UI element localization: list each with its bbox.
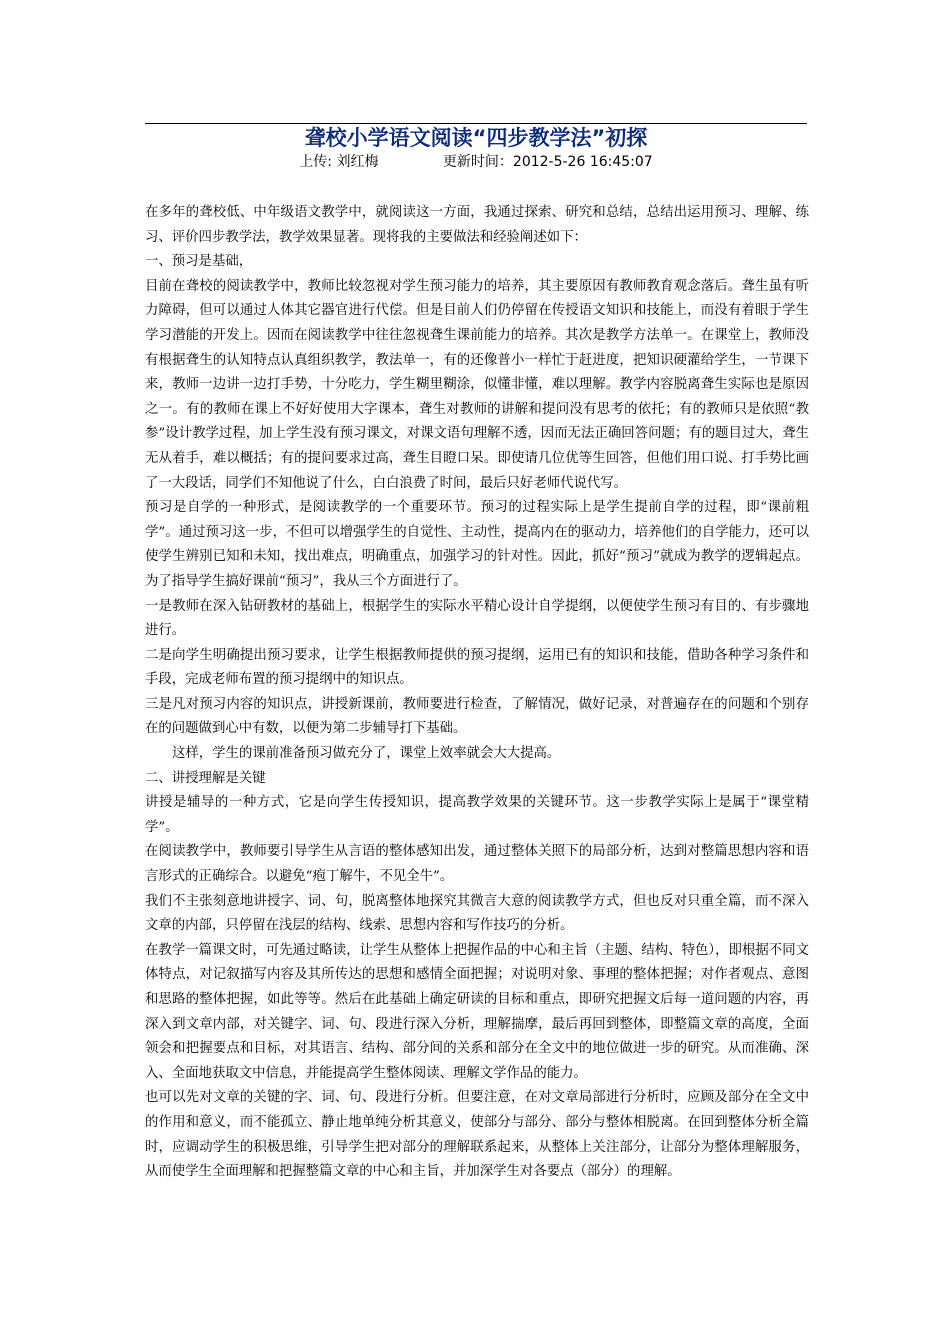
paragraph: 讲授是辅导的一种方式，它是向学生传授知识，提高教学效果的关键环节。这一步教学实际上是属于“课堂精学”。: [145, 795, 809, 835]
section-heading-1: 一、预习是基础，: [145, 254, 253, 270]
paragraph: 在教学一篇课文时，可先通过略读，让学生从整体上把握作品的中心和主旨（主题、结构、特色），即根据不同文体特点，对记叙描写内容及其所传达的思想和感情全面把握；对说明对象、事理的整体把握；对作者观点、意图和思路的整体把握，如此等等。然后在此基础上确定研读的目标和重点，即研究把握文后每一道问题的内容，再深入到文章内部，对关键字、词、句、段进行深入分析，理解揣摩，最后再回到整体，即整篇文章的高度，全面领会和把握要点和目标，对其语言、结构、部分间的关系和部分在全文中的地位做进一步的研究。从而准确、深入、全面地获取文中信息，并能提高学生整体阅读、理解文学作品的能力。: [145, 942, 809, 1081]
update-time: 更新时间：2012-5-26 16:45:07: [442, 154, 653, 170]
section-heading-2: 二、讲授理解是关键: [145, 770, 266, 786]
article-meta: [145, 152, 807, 172]
paragraph: 二是向学生明确提出预习要求，让学生根据教师提供的预习提纲，运用已有的知识和技能，借助各种学习条件和手段，完成老师布置的预习提纲中的知识点。: [145, 647, 809, 688]
paragraph: 预习是自学的一种形式，是阅读教学的一个重要环节。预习的过程实际上是学生提前自学的过程，即“课前粗学”。通过预习这一步，不但可以增强学生的自觉性、主动性，提高内在的驱动力，培养他们的自学能力，还可以使学生辨别已知和未知，找出难点，明确重点，加强学习的针对性。因此，抓好“预习”就成为教学的逻辑起点。为了指导学生搞好课前“预习”，我从三个方面进行了。: [145, 500, 809, 589]
article-body: [145, 201, 809, 1185]
paragraph: 也可以先对文章的关键的字、词、句、段进行分析。但要注意，在对文章局部进行分析时，应顾及部分在全文中的作用和意义，而不能孤立、静止地单纯分析其意义，使部分与部分、部分与整体相脱离。在回到整体分析全篇时，应调动学生的积极思维，引导学生把对部分的理解联系起来，从整体上关注部分，让部分为整体理解服务，从而使学生全面理解和把握整篇文章的中心和主旨，并加深学生对各要点（部分）的理解。: [145, 1090, 809, 1180]
paragraph: 三是凡对预习内容的知识点，讲授新课前，教师要进行检查，了解情况，做好记录，对普遍存在的问题和个别存在的问题做到心中有数，以便为第二步辅导打下基础。: [145, 696, 809, 737]
uploader-label: 上传: 刘红梅: [299, 154, 379, 170]
article-title: 聋校小学语文阅读“四步教学法”初探: [304, 126, 648, 150]
paragraph-intro: 在多年的聋校低、中年级语文教学中，就阅读这一方面，我通过探索、研究和总结，总结出运用预习、理解、练习、评价四步教学法，教学效果显著。现将我的主要做法和经验阐述如下：: [145, 205, 809, 245]
paragraph: 我们不主张刻意地讲授字、词、句，脱离整体地探究其微言大意的阅读教学方式，但也反对只重全篇，而不深入文章的内部，只停留在浅层的结构、线索、思想内容和写作技巧的分析。: [145, 893, 809, 934]
paragraph: 一是教师在深入钻研教材的基础上，根据学生的实际水平精心设计自学提纲，以便使学生预习有目的、有步骤地进行。: [145, 598, 809, 639]
paragraph: 在阅读教学中，教师要引导学生从言语的整体感知出发，通过整体关照下的局部分析，达到对整篇思想内容和语言形式的正确综合。以避免“疱丁解牛，不见全牛”。: [145, 844, 809, 885]
header-rule: [145, 123, 807, 124]
paragraph: 目前在聋校的阅读教学中，教师比较忽视对学生预习能力的培养，其主要原因有教师教育观念落后。聋生虽有听力障碍，但可以通过人体其它器官进行代偿。但是目前人们仍停留在传授语文知识和技能上，而没有着眼于学生学习潜能的开发上。因而在阅读教学中往往忽视聋生课前能力的培养。其次是教学方法单一。在课堂上，教师没有根据聋生的认知特点认真组织教学，教法单一，有的还像普小一样忙于赶进度，把知识硬灌给学生，一节课下来，教师一边讲一边打手势，十分吃力，学生糊里糊涂，似懂非懂，难以理解。教学内容脱离聋生实际也是原因之一。有的教师在课上不好好使用大字课本，聋生对教师的讲解和提问没有思考的依托；有的教师只是依照“教参”设计教学过程，加上学生没有预习课文，对课文语句理解不透，因而无法正确回答问题；有的题目过大，聋生无从着手，难以概括；有的提问要求过高，聋生目瞪口呆。即使请几位优等生回答，但他们用口说、打手势比画了一大段话，同学们不知他说了什么，白白浪费了时间，最后只好老师代说代写。: [145, 278, 809, 491]
paragraph: 这样，学生的课前准备预习做充分了，课堂上效率就会大大提高。: [172, 746, 561, 762]
